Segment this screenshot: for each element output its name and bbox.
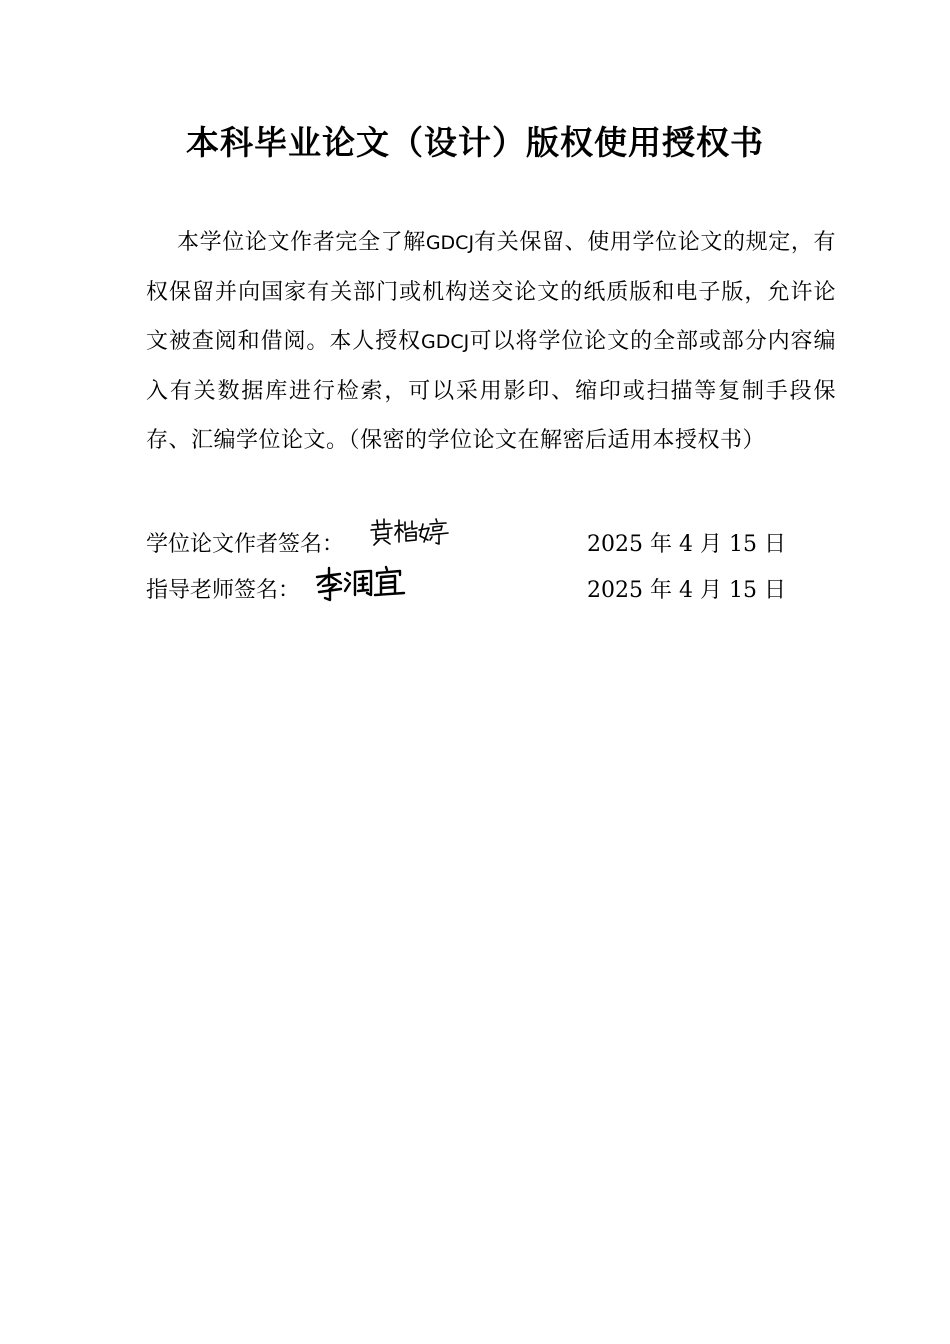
- org-name-2: GDCJ: [421, 331, 470, 353]
- authorization-paragraph: [146, 218, 836, 465]
- author-signature-row: [146, 522, 826, 568]
- org-name-1: GDCJ: [425, 232, 475, 254]
- author-signature-date: 2025 年 4 月 15 日: [587, 532, 786, 557]
- advisor-handwritten-signature: [314, 564, 406, 604]
- author-handwritten-signature: [368, 516, 452, 550]
- author-signature-label: 学位论文作者签名：: [146, 532, 345, 557]
- paragraph-part-3: 可以将学位论文的全部或部分内容编入有关数据库进行检索，可以采用影印、缩印或扫描等复制手段保存、汇编学位论文。（保密的学位论文在解密后适用本授权书）: [146, 329, 836, 453]
- document-title: 本科毕业论文（设计）版权使用授权书: [186, 123, 764, 162]
- paragraph-part-1: 本学位论文作者完全了解: [177, 230, 426, 255]
- advisor-signature-date: 2025 年 4 月 15 日: [587, 578, 786, 603]
- advisor-signature-label: 指导老师签名：: [146, 578, 301, 603]
- paragraph-part-2: 有关保留、使用学位论文的规定，有权保留并向国家有关部门或机构送交论文的纸质版和电子版，允许论文被查阅和借阅。本人授权: [146, 230, 836, 354]
- advisor-signature-row: [146, 568, 826, 614]
